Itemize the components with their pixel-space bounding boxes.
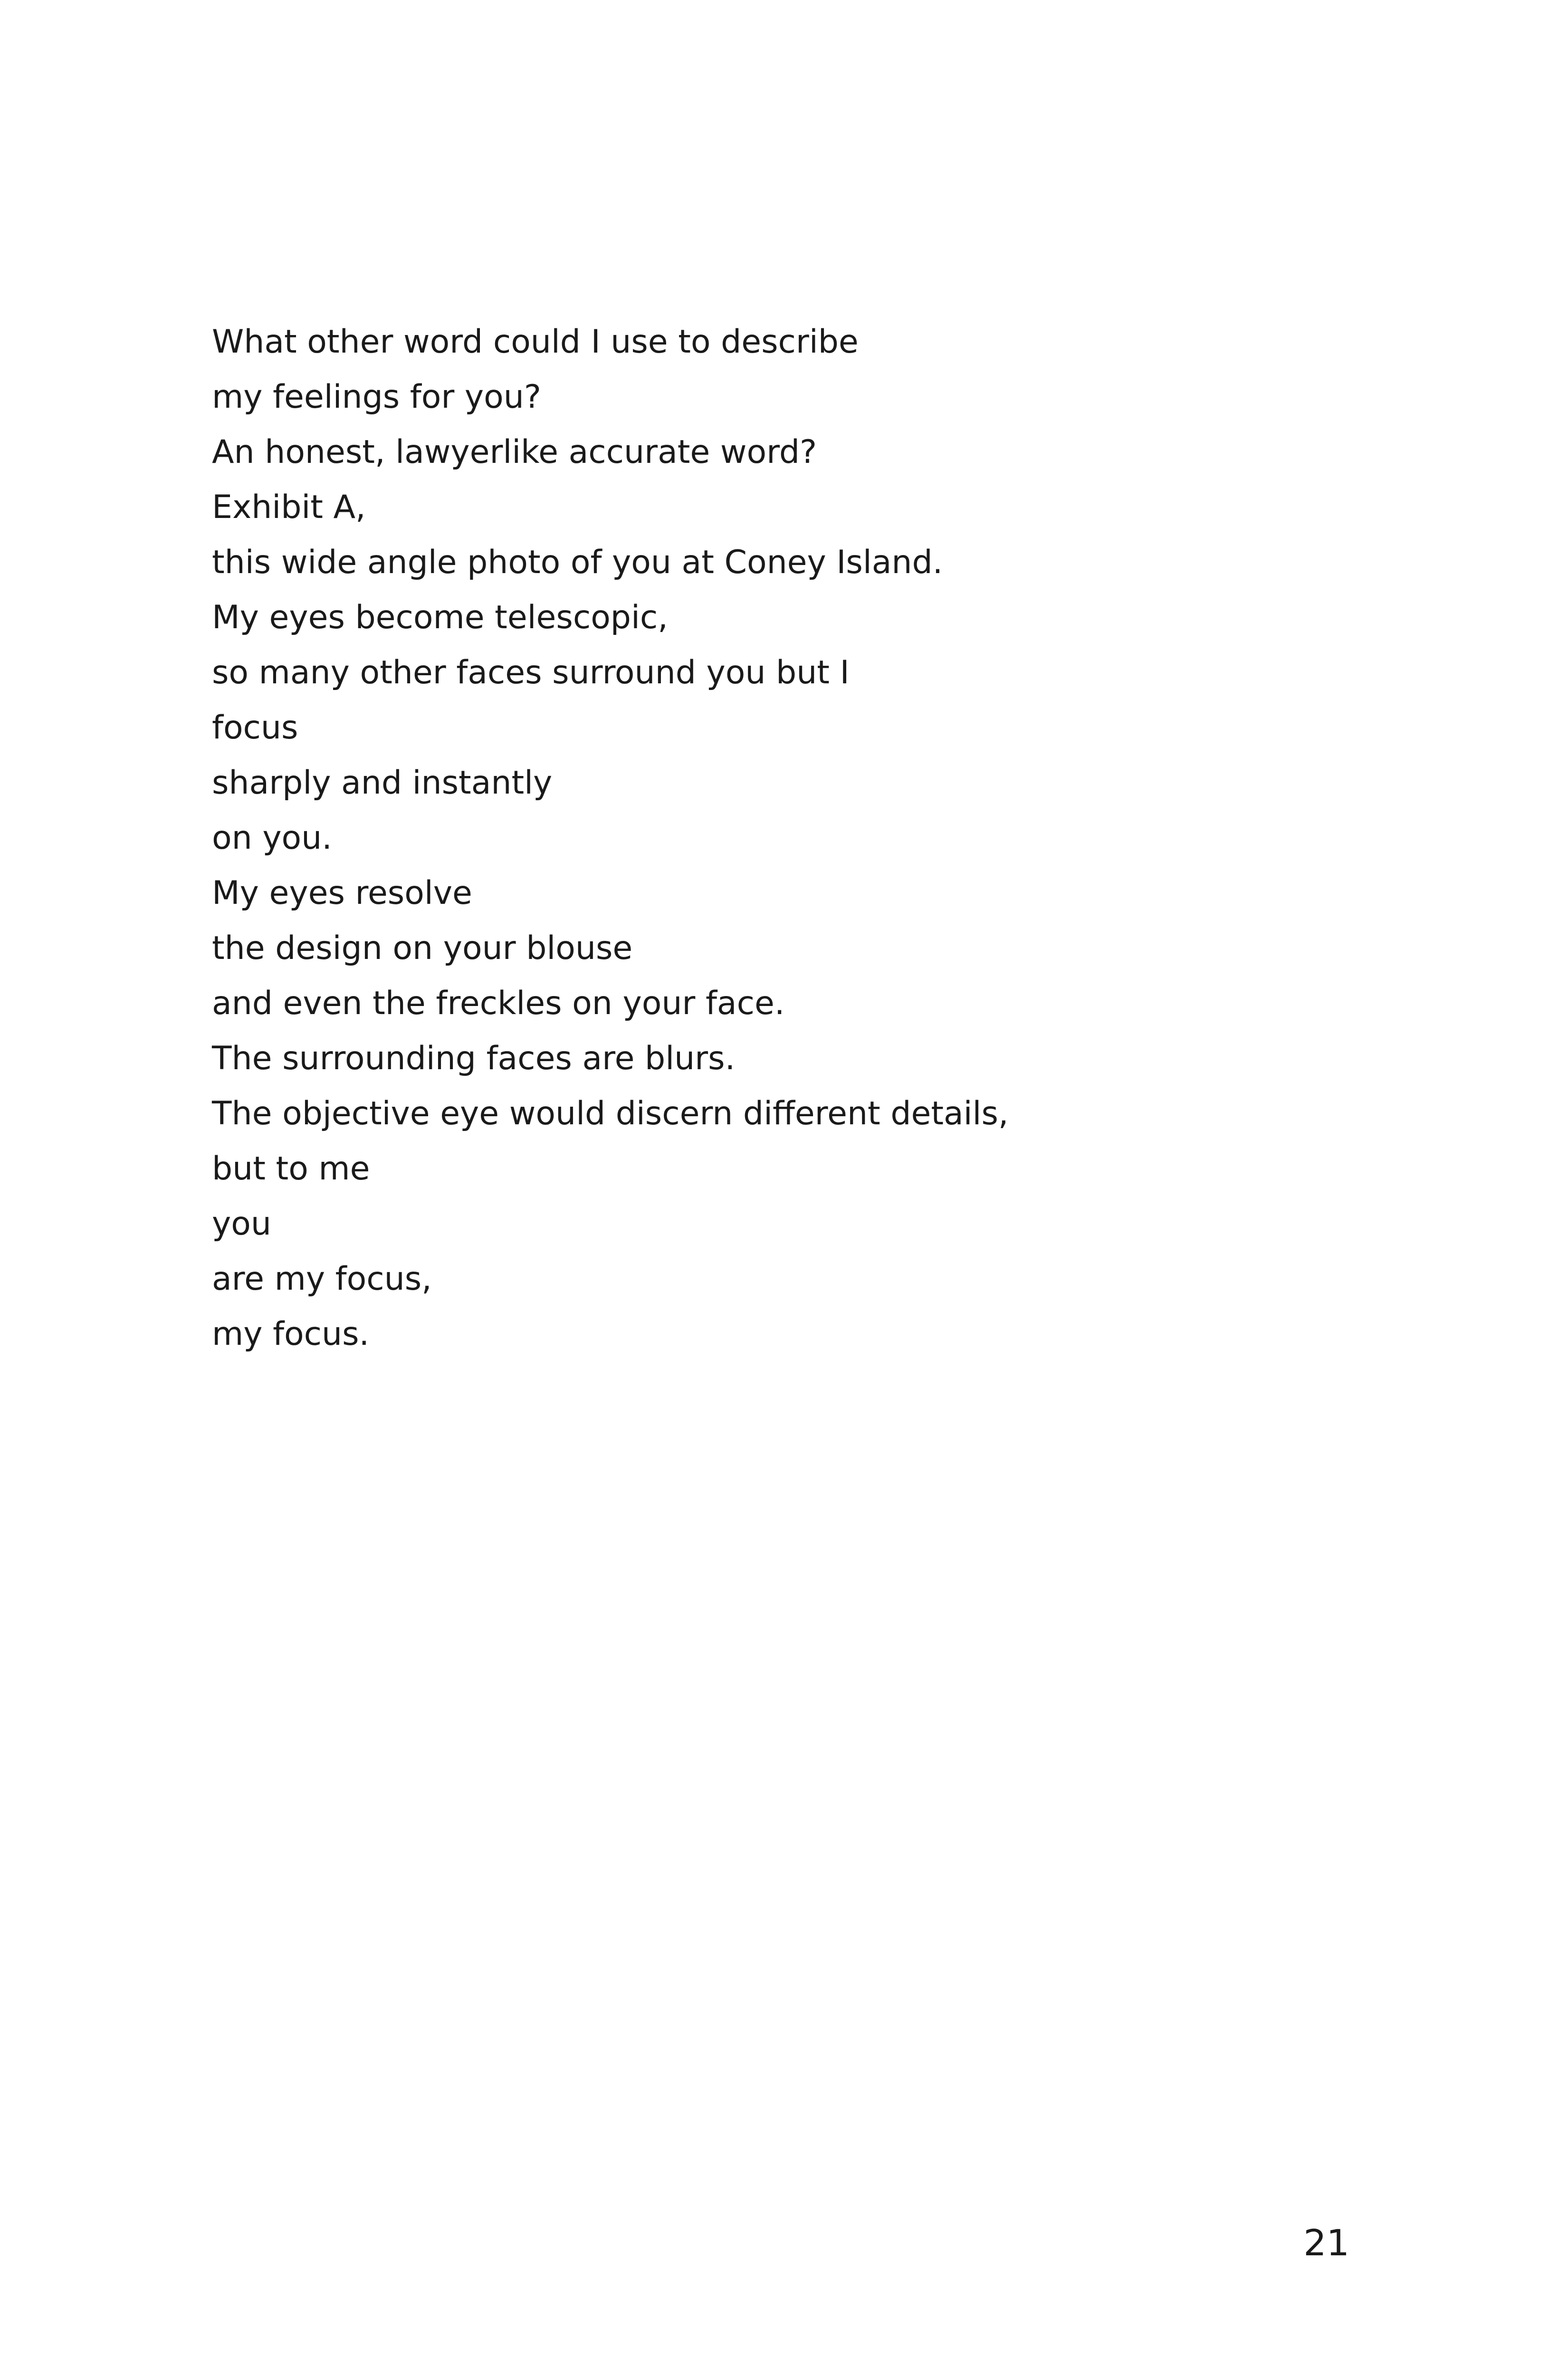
poem-line: My eyes resolve — [212, 874, 472, 912]
poem-line: My eyes become telescopic, — [212, 599, 668, 636]
poem-line: my focus. — [212, 1315, 370, 1353]
poem-line: so many other faces surround you but I — [212, 654, 850, 691]
poem-line: my feelings for you? — [212, 378, 541, 416]
poem-line: Exhibit A, — [212, 489, 366, 526]
poem-line: but to me — [212, 1150, 370, 1188]
poem-line: The surrounding faces are blurs. — [212, 1040, 736, 1077]
poem-line: focus — [212, 709, 298, 747]
poem-line: An honest, lawyerlike accurate word? — [212, 433, 817, 471]
poem-line: are my focus, — [212, 1260, 432, 1298]
poem-line: the design on your blouse — [212, 929, 633, 967]
poem-line: The objective eye would discern different details, — [212, 1095, 1009, 1132]
poem-line: and even the freckles on your face. — [212, 985, 785, 1022]
poem-body — [212, 315, 1352, 1362]
poem-line: What other word could I use to describe — [212, 323, 859, 361]
poem-line: you — [212, 1205, 271, 1243]
poem-line: on you. — [212, 819, 332, 857]
poem-line: this wide angle photo of you at Coney Island. — [212, 544, 943, 581]
page-number: 21 — [1303, 2222, 1349, 2264]
poem-line: sharply and instantly — [212, 764, 553, 802]
